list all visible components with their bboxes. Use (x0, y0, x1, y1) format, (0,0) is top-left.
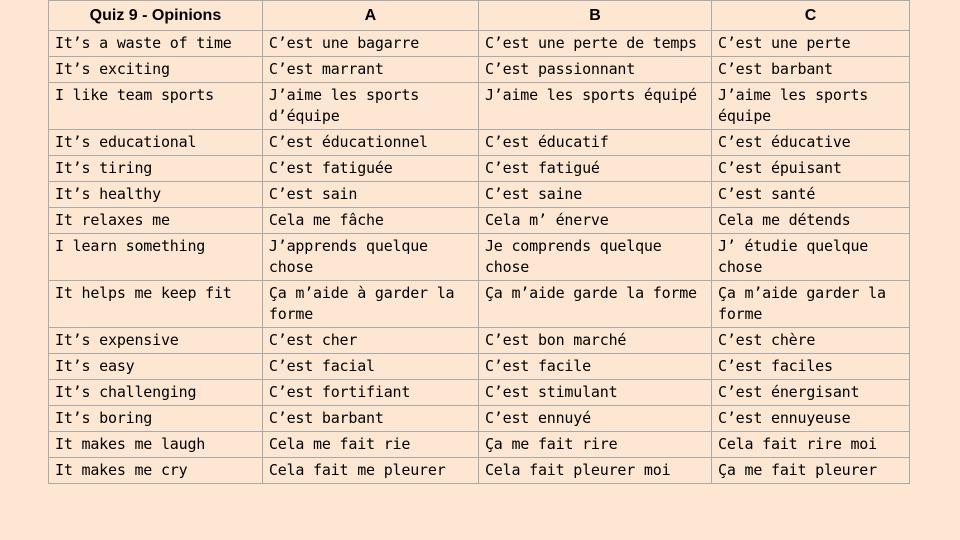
option-b-cell: C’est ennuyé (478, 406, 711, 432)
english-phrase-cell: I learn something (49, 234, 263, 281)
option-a-cell: Cela me fâche (262, 208, 478, 234)
option-c-cell: Cela fait rire moi (712, 432, 910, 458)
option-b-cell: Ça m’aide garde la forme (478, 281, 711, 328)
option-a-cell: C’est marrant (262, 57, 478, 83)
option-a-cell: Cela me fait rie (262, 432, 478, 458)
option-c-cell: C’est ennuyeuse (712, 406, 910, 432)
option-a-cell: C’est fortifiant (262, 380, 478, 406)
table-row (49, 130, 910, 156)
option-b-cell: Cela fait pleurer moi (478, 458, 711, 484)
english-phrase-cell: It’s tiring (49, 156, 263, 182)
english-phrase-cell: It’s a waste of time (49, 31, 263, 57)
table-row (49, 354, 910, 380)
table-row (49, 182, 910, 208)
table-row (49, 83, 910, 130)
option-b-cell: Ça me fait rire (478, 432, 711, 458)
option-b-cell: C’est bon marché (478, 328, 711, 354)
option-c-cell: Ça me fait pleurer (712, 458, 910, 484)
english-phrase-cell: It’s expensive (49, 328, 263, 354)
table-row (49, 281, 910, 328)
english-phrase-cell: It’s exciting (49, 57, 263, 83)
option-b-cell: C’est stimulant (478, 380, 711, 406)
option-b-cell: C’est saine (478, 182, 711, 208)
table-row (49, 328, 910, 354)
header-title: Quiz 9 - Opinions (49, 1, 263, 31)
english-phrase-cell: It’s easy (49, 354, 263, 380)
english-phrase-cell: It’s healthy (49, 182, 263, 208)
english-phrase-cell: I like team sports (49, 83, 263, 130)
english-phrase-cell: It relaxes me (49, 208, 263, 234)
option-c-cell: C’est faciles (712, 354, 910, 380)
option-c-cell: Cela me détends (712, 208, 910, 234)
option-b-cell: C’est passionnant (478, 57, 711, 83)
option-c-cell: C’est éducative (712, 130, 910, 156)
option-b-cell: C’est facile (478, 354, 711, 380)
header-row (49, 1, 910, 31)
table-row (49, 208, 910, 234)
option-a-cell: J’aime les sports d’équipe (262, 83, 478, 130)
header-option-b: B (478, 1, 711, 31)
table-row (49, 406, 910, 432)
option-c-cell: C’est énergisant (712, 380, 910, 406)
english-phrase-cell: It helps me keep fit (49, 281, 263, 328)
option-a-cell: C’est une bagarre (262, 31, 478, 57)
option-a-cell: C’est sain (262, 182, 478, 208)
table-row (49, 156, 910, 182)
option-a-cell: Cela fait me pleurer (262, 458, 478, 484)
table-row (49, 57, 910, 83)
option-c-cell: C’est barbant (712, 57, 910, 83)
option-c-cell: J’ étudie quelque chose (712, 234, 910, 281)
option-c-cell: C’est santé (712, 182, 910, 208)
quiz-table (48, 0, 910, 484)
english-phrase-cell: It’s educational (49, 130, 263, 156)
option-a-cell: C’est facial (262, 354, 478, 380)
english-phrase-cell: It makes me cry (49, 458, 263, 484)
option-b-cell: C’est une perte de temps (478, 31, 711, 57)
option-b-cell: C’est éducatif (478, 130, 711, 156)
option-a-cell: J’apprends quelque chose (262, 234, 478, 281)
table-row (49, 432, 910, 458)
option-a-cell: C’est barbant (262, 406, 478, 432)
option-c-cell: C’est épuisant (712, 156, 910, 182)
option-a-cell: C’est fatiguée (262, 156, 478, 182)
header-option-a: A (262, 1, 478, 31)
option-c-cell: J’aime les sports équipe (712, 83, 910, 130)
option-b-cell: Cela m’ énerve (478, 208, 711, 234)
table-row (49, 458, 910, 484)
table-row (49, 31, 910, 57)
english-phrase-cell: It makes me laugh (49, 432, 263, 458)
option-c-cell: Ça m’aide garder la forme (712, 281, 910, 328)
option-a-cell: C’est éducationnel (262, 130, 478, 156)
option-a-cell: Ça m’aide à garder la forme (262, 281, 478, 328)
table-row (49, 380, 910, 406)
option-c-cell: C’est une perte (712, 31, 910, 57)
option-b-cell: J’aime les sports équipé (478, 83, 711, 130)
table-row (49, 234, 910, 281)
header-option-c: C (712, 1, 910, 31)
option-a-cell: C’est cher (262, 328, 478, 354)
english-phrase-cell: It’s boring (49, 406, 263, 432)
option-b-cell: Je comprends quelque chose (478, 234, 711, 281)
quiz-body (49, 31, 910, 484)
option-c-cell: C’est chère (712, 328, 910, 354)
option-b-cell: C’est fatigué (478, 156, 711, 182)
english-phrase-cell: It’s challenging (49, 380, 263, 406)
